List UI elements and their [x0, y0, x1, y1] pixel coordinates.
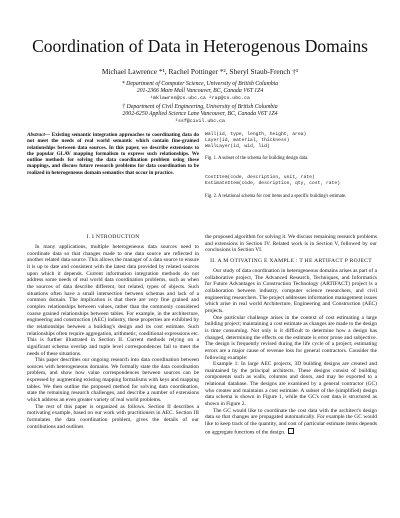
paragraph: This paper describes our ongoing research into data coordination between sources with heterogeneous domains. We formally state the data coordination problem, and show how value correspondences between sources can be expressed by augmenting existing mapping formalisms with keys and mapping tables. We then outline the proposed method for solving data coordination, state the remaining research challenges, and describe a number of extensions which address an even greater variety of real world problems.: [27, 357, 200, 404]
paragraph: In many applications, multiple heterogeneous data sources need to coordinate data so that changes made to one data source are reflected in another related data source. This allows the manager of a data source to ensure it is up to date and consistent with the latest data provided by related sources upon which it depends. Current information integration methods do not address some needs of real world data coordination problems, such as when the sources of data describe different, but related, types of objects. Such situations often have a small intersection between schemas and lack of a common domain. The implication is that there are very fine grained and complex relationships between values, rather than the commonly considered coarse grained relationships between tables. For example, in the architecture, engineering and construction (AEC) industry, these properties are exhibited by the relationships between a building's design and its cost estimate. Such relationships often require aggregation, arithmetic, conditional expressions etc. This is further illustrated in Section II. Current methods relying on a significant schema overlap and tuple level correspondences fail to meet the needs of these situations.: [27, 244, 199, 357]
paragraph: The rest of this paper is organized as follows. Section II describes a motivating example, based on our work with practitioners in AEC. Section III formulates the data coordination problem, gives the details of our contributions and outlines: [27, 403, 199, 430]
abstract-text: [27, 132, 199, 176]
paragraph: [205, 408, 377, 436]
abstract-body: — Existing semantic integration approaches to coordinating data do not meet the needs of real world semantic which contain fine-grained relationships between data sources. In this paper, we describe extensions to the popular GLAV mapping formalism to express such relationships. We outline methods for solving the data coordination problem using these mappings, and discuss future research problems for data coordination to be realized in heterogeneous domain semantics that occur in practice.: [27, 132, 199, 176]
affiliation-address: 201-2366 Main Mall Vancouver, BC, Canada V6T 1Z4: [136, 88, 264, 95]
affiliation-emails: ¹mklawren@cs.ubc.ca ²rap@cs.ubc.ca: [150, 96, 250, 102]
author-list: Michael Lawrence *¹, Rachel Pottinger *², Sheryl Staub-French †³: [101, 67, 299, 76]
affiliation-civil: [0, 104, 400, 126]
figure-2-schema: CostItem(code, description, unit, rate) EstimateItem(code, description, qty, cost, rate): [205, 175, 341, 186]
section-heading: I. I NTRODUCTION: [86, 234, 140, 240]
figure-2-caption: Fig. 2. A relational schema for cost items and a specific building's estimate.: [205, 193, 347, 199]
abstract-label: Abstract: [27, 132, 45, 138]
section-body: [205, 234, 377, 254]
affiliation-address: 2002-6250 Applied Science Lane Vancouver, BC, Canada V6T 1Z4: [122, 111, 278, 118]
qed-symbol: [288, 428, 294, 434]
figure-1-caption: Fig. 1. A subset of the schema for building design data.: [205, 156, 309, 162]
section-body: [27, 244, 199, 430]
paragraph: Example 1: In large AEC projects, 3D building designs are created and maintained by the principal architects. These designs consist of building components such as walls, columns and doors, and may be exported to a relational database. The designs are examined by a general contractor (GC) who creates and maintains a cost estimate. A subset of the (simplified) design data schema is shown in Figure 1, while the GC's cost data is structured as shown in Figure 2.: [205, 361, 377, 408]
paragraph: Our study of data coordination in heterogeneous domains arises as part of a collaborative project, The Advanced Research, Techniques, and Informatics for Future Advantages in Construction Technology (ARTIFACT) project is a collaboration between industry, computer science researchers, and civil engineering researchers. The project addresses information management issues which arise in real world Architecture, Engineering and Construction (AEC) projects.: [205, 267, 377, 314]
section-introduction: [27, 234, 199, 430]
abstract-block: [27, 132, 199, 176]
paragraph: the proposed algorithm for solving it. We discuss remaining research problems and extensions in Section IV. Related work is in Section V, followed by our conclusions in Section VI.: [205, 234, 377, 254]
affiliation-name: † Department of Civil Engineering, University of British Columbia: [122, 104, 278, 110]
section-heading: II. A M OTIVATING E XAMPLE : T HE ARTIFACT P ROJECT: [210, 257, 372, 264]
affiliation-emails: ³ssf@civil.ubc.ca: [175, 119, 225, 125]
right-column-text: [205, 234, 377, 436]
figure-2: [205, 175, 377, 199]
section-body: [205, 268, 377, 436]
figure-1: [205, 132, 377, 162]
paragraph-text: The GC would like to coordinate the cost data with the architect's design data so that changes are propagated automatically. For example the GC would like to keep track of the quantity, and cost of particular estimate items depends on aggregate functions of the design.: [205, 407, 377, 436]
paper-title: Coordination of Data in Heterogenous Domains: [32, 36, 368, 56]
figure-1-schema: Wall(id, type, length, height, area) Layer(id, material, thickness) WallLayer(id, wid, lid): [205, 132, 307, 149]
affiliation-name: * Department of Computer Science, University of British Columbia: [121, 81, 279, 87]
paragraph: One particular challenge arises in the context of cost estimating a large building project; maintaining a cost estimate as changes are made to the design is time consuming. Not only is it difficult to determine how a design has changed, determining the effects on the estimate is error prone and subjective. The design is frequently revised during the life cycle of a project; estimating errors are a major cause of revenue loss for general contractors. Consider the following example:: [205, 314, 377, 361]
affiliation-cs: [0, 81, 400, 103]
